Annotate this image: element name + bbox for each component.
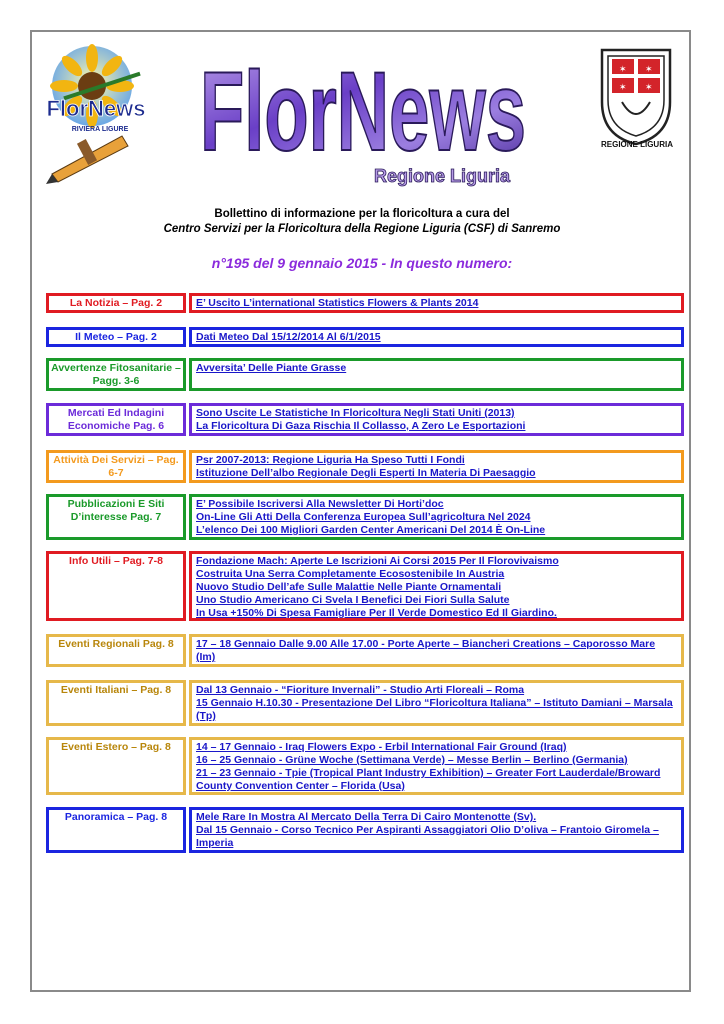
section-link[interactable]: In Usa +150% Di Spesa Famigliare Per Il Verde Domestico Ed Il Giardino. — [196, 607, 557, 619]
section-label: Mercati Ed Indagini Economiche Pag. 6 — [46, 403, 186, 436]
section-link[interactable]: E’ Uscito L’international Statistics Flowers & Plants 2014 — [196, 297, 479, 309]
section-label: Avvertenze Fitosanitarie – Pagg. 3-6 — [46, 358, 186, 391]
toc-section — [46, 450, 684, 483]
svg-text:✶: ✶ — [619, 65, 627, 75]
section-label: Eventi Estero – Pag. 8 — [46, 737, 186, 795]
section-link[interactable]: 21 – 23 Gennaio - Tpie (Tropical Plant Industry Exhibition) – Greater Fort Lauderdale/Broward County Convention Center – Florida (Usa) — [196, 767, 661, 792]
toc-section — [46, 403, 684, 436]
region-caption: REGIONE LIGURIA — [600, 140, 673, 149]
toc-section — [46, 737, 684, 795]
toc-section — [46, 494, 684, 540]
section-content — [189, 807, 684, 853]
section-label: Eventi Regionali Pag. 8 — [46, 634, 186, 667]
logo-title: FlorNews — [46, 96, 146, 121]
intro-line-1: Bollettino di informazione per la floricoltura a cura del — [214, 208, 510, 220]
section-link[interactable]: Mele Rare In Mostra Al Mercato Della Terra Di Cairo Montenotte (Sv). — [196, 811, 537, 823]
toc-section — [46, 551, 684, 621]
regione-liguria-emblem — [596, 44, 676, 152]
section-content — [189, 358, 684, 391]
section-link[interactable]: 16 – 25 Gennaio - Grüne Woche (Settimana Verde) – Messe Berlin – Berlino (Germania) — [196, 754, 628, 766]
flornews-logo — [42, 44, 154, 184]
section-content — [189, 494, 684, 540]
toc-section — [46, 358, 684, 391]
section-link[interactable]: La Floricoltura Di Gaza Rischia Il Collasso, A Zero Le Esportazioni — [196, 420, 526, 432]
section-content — [189, 551, 684, 621]
issue-title: n°195 del 9 gennaio 2015 - In questo numero: — [211, 255, 513, 271]
section-content — [189, 327, 684, 347]
section-link[interactable]: Sono Uscite Le Statistiche In Floricoltura Negli Stati Uniti (2013) — [196, 407, 515, 419]
section-link[interactable]: 17 – 18 Gennaio Dalle 9.00 Alle 17.00 - Porte Aperte – Biancheri Creations – Caporosso Mare (Im) — [196, 638, 656, 663]
section-link[interactable]: Istituzione Dell’albo Regionale Degli Esperti In Materia Di Paesaggio — [196, 467, 536, 479]
section-content — [189, 737, 684, 795]
section-content — [189, 634, 684, 667]
section-label: Pubblicazioni E Siti D’interesse Pag. 7 — [46, 494, 186, 540]
section-link[interactable]: 14 – 17 Gennaio - Iraq Flowers Expo - Erbil International Fair Ground (Iraq) — [196, 741, 567, 753]
intro-line-2: Centro Servizi per la Floricoltura della Regione Liguria (CSF) di Sanremo — [163, 223, 561, 235]
toc-section — [46, 327, 684, 347]
toc-section — [46, 680, 684, 726]
section-link[interactable]: Costruita Una Serra Completamente Ecosostenibile In Austria — [196, 568, 505, 580]
section-content — [189, 680, 684, 726]
section-content — [189, 403, 684, 436]
section-label: Panoramica – Pag. 8 — [46, 807, 186, 853]
section-link[interactable]: Dati Meteo Dal 15/12/2014 Al 6/1/2015 — [196, 331, 381, 343]
masthead — [198, 38, 528, 188]
svg-text:✶: ✶ — [619, 83, 627, 93]
masthead-subtitle: Regione Liguria — [373, 166, 510, 186]
section-link[interactable]: Psr 2007-2013: Regione Liguria Ha Speso Tutti I Fondi — [196, 454, 465, 466]
section-link[interactable]: 15 Gennaio H.10.30 - Presentazione Del Libro “Floricoltura Italiana” – Istituto Damiani – Marsala (Tp) — [196, 697, 673, 722]
section-label: La Notizia – Pag. 2 — [46, 293, 186, 313]
section-link[interactable]: On-Line Gli Atti Della Conferenza Europea Sull’agricoltura Nel 2024 — [196, 511, 531, 523]
section-link[interactable]: Uno Studio Americano Ci Svela I Benefici Dei Fiori Sulla Salute — [196, 594, 510, 606]
section-content — [189, 450, 684, 483]
masthead-title: FlorNews — [200, 49, 526, 174]
section-link[interactable]: Fondazione Mach: Aperte Le Iscrizioni Ai Corsi 2015 Per Il Florovivaismo — [196, 555, 559, 567]
toc-section — [46, 807, 684, 853]
section-link[interactable]: E’ Possibile Iscriversi Alla Newsletter Di Horti’doc — [196, 498, 444, 510]
toc-section — [46, 293, 684, 313]
section-content — [189, 293, 684, 313]
section-label: Attività Dei Servizi – Pag. 6-7 — [46, 450, 186, 483]
section-label: Il Meteo – Pag. 2 — [46, 327, 186, 347]
section-label: Info Utili – Pag. 7-8 — [46, 551, 186, 621]
section-link[interactable]: Dal 13 Gennaio - “Fioriture Invernali” - Studio Arti Floreali – Roma — [196, 684, 525, 696]
svg-text:✶: ✶ — [645, 65, 653, 75]
section-link[interactable]: L’elenco Dei 100 Migliori Garden Center Americani Del 2014 È On-Line — [196, 524, 546, 536]
section-link[interactable]: Avversita’ Delle Piante Grasse — [196, 362, 347, 374]
section-link[interactable]: Dal 15 Gennaio - Corso Tecnico Per Aspiranti Assaggiatori Olio D’oliva – Frantoio Giromela – Imperia — [196, 824, 659, 849]
logo-subtitle: RIVIERA LIGURE — [71, 126, 129, 133]
svg-text:✶: ✶ — [645, 83, 653, 93]
section-label: Eventi Italiani – Pag. 8 — [46, 680, 186, 726]
section-link[interactable]: Nuovo Studio Dell’afe Sulle Malattie Nelle Piante Ornamentali — [196, 581, 502, 593]
toc-section — [46, 634, 684, 667]
